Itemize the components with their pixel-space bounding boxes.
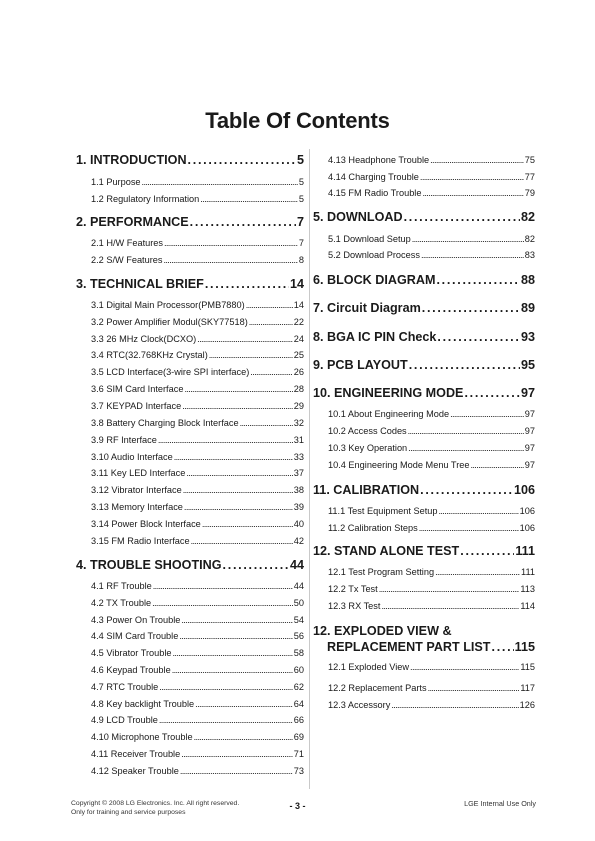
toc-entry-technical-brief[interactable]: 3. TECHNICAL BRIEF . . . 14 xyxy=(76,277,304,291)
toc-subentry[interactable]: 3.6 SIM Card Interface . . . 28 xyxy=(76,384,304,394)
toc-entry-stand-alone-test[interactable]: 12. STAND ALONE TEST . . . 111 xyxy=(313,544,535,558)
toc-subentry[interactable]: 10.3 Key Operation . . . 97 xyxy=(313,443,535,453)
toc-entry-pcb-layout[interactable]: 9. PCB LAYOUT . . . 95 xyxy=(313,358,535,372)
toc-subentry[interactable]: 3.9 RF Interface . . . 31 xyxy=(76,435,304,445)
toc-subentry[interactable]: 2.1 H/W Features . . . 7 xyxy=(76,238,304,248)
toc-subentry[interactable]: 12.1 Test Program Setting . . . 111 xyxy=(313,567,535,577)
internal-use-label: LGE Internal Use Only xyxy=(464,799,536,808)
toc-entry-replacement-part-list[interactable]: REPLACEMENT PART LIST . . . 115 xyxy=(313,640,535,654)
toc-subentry[interactable]: 5.2 Download Process . . . 83 xyxy=(313,250,535,260)
toc-entry-engineering-mode[interactable]: 10. ENGINEERING MODE . . . 97 xyxy=(313,386,535,400)
toc-entry-circuit-diagram[interactable]: 7. Circuit Diagram . . . 89 xyxy=(313,301,535,315)
toc-subentry[interactable]: 10.4 Engineering Mode Menu Tree . . . 97 xyxy=(313,460,535,470)
toc-subentry[interactable]: 4.1 RF Trouble . . . 44 xyxy=(76,581,304,591)
toc-entry-introduction[interactable]: 1. INTRODUCTION . . . 5 xyxy=(76,153,304,167)
toc-subentry[interactable]: 4.14 Charging Trouble . . . 77 xyxy=(313,172,535,182)
toc-subentry[interactable]: 4.11 Receiver Trouble . . . 71 xyxy=(76,749,304,759)
toc-subentry[interactable]: 4.12 Speaker Trouble . . . 73 xyxy=(76,766,304,776)
toc-subentry[interactable]: 4.3 Power On Trouble . . . 54 xyxy=(76,615,304,625)
toc-subentry[interactable]: 4.8 Key backlight Trouble . . . 64 xyxy=(76,699,304,709)
toc-subentry[interactable]: 4.13 Headphone Trouble . . . 75 xyxy=(313,155,535,165)
toc-subentry[interactable]: 4.4 SIM Card Trouble . . . 56 xyxy=(76,631,304,641)
toc-subentry[interactable]: 1.1 Purpose . . . 5 xyxy=(76,177,304,187)
toc-subentry[interactable]: 4.9 LCD Trouble . . . 66 xyxy=(76,715,304,725)
toc-entry-block-diagram[interactable]: 6. BLOCK DIAGRAM . . . 88 xyxy=(313,273,535,287)
toc-subentry[interactable]: 3.15 FM Radio Interface . . . 42 xyxy=(76,536,304,546)
toc-entry-download[interactable]: 5. DOWNLOAD . . . 82 xyxy=(313,210,535,224)
toc-entry-calibration[interactable]: 11. CALIBRATION . . . 106 xyxy=(313,483,535,497)
toc-subentry[interactable]: 4.2 TX Trouble . . . 50 xyxy=(76,598,304,608)
toc-subentry[interactable]: 10.2 Access Codes . . . 97 xyxy=(313,426,535,436)
toc-subentry[interactable]: 11.1 Test Equipment Setup . . . 106 xyxy=(313,506,535,516)
toc-subentry[interactable]: 3.3 26 MHz Clock(DCXO) . . . 24 xyxy=(76,334,304,344)
column-divider xyxy=(309,149,310,789)
toc-subentry[interactable]: 3.12 Vibrator Interface . . . 38 xyxy=(76,485,304,495)
toc-entry-exploded-view[interactable]: 12. EXPLODED VIEW & xyxy=(313,624,452,638)
toc-subentry[interactable]: 3.13 Memory Interface . . . 39 xyxy=(76,502,304,512)
toc-subentry[interactable]: 5.1 Download Setup . . . 82 xyxy=(313,234,535,244)
toc-subentry[interactable]: 4.7 RTC Trouble . . . 62 xyxy=(76,682,304,692)
toc-subentry[interactable]: 3.1 Digital Main Processor(PMB7880) . . . 14 xyxy=(76,300,304,310)
toc-subentry[interactable]: 3.10 Audio Interface . . . 33 xyxy=(76,452,304,462)
toc-subentry[interactable]: 2.2 S/W Features . . . 8 xyxy=(76,255,304,265)
toc-subentry[interactable]: 3.4 RTC(32.768KHz Crystal) . . . 25 xyxy=(76,350,304,360)
page-number: - 3 - xyxy=(289,801,306,811)
toc-subentry[interactable]: 3.8 Battery Charging Block Interface . . . 32 xyxy=(76,418,304,428)
toc-subentry[interactable]: 3.11 Key LED Interface . . . 37 xyxy=(76,468,304,478)
toc-subentry[interactable]: 3.7 KEYPAD Interface . . . 29 xyxy=(76,401,304,411)
toc-subentry[interactable]: 10.1 About Engineering Mode . . . 97 xyxy=(313,409,535,419)
toc-subentry[interactable]: 4.15 FM Radio Trouble . . . 79 xyxy=(313,188,535,198)
toc-subentry[interactable]: 4.6 Keypad Trouble . . . 60 xyxy=(76,665,304,675)
usage-note: Only for training and service purposes xyxy=(71,809,186,816)
toc-subentry[interactable]: 12.3 RX Test . . . 114 xyxy=(313,601,535,611)
toc-subentry[interactable]: 3.5 LCD Interface(3-wire SPI interface) . . . 26 xyxy=(76,367,304,377)
toc-subentry[interactable]: 12.2 Tx Test . . . 113 xyxy=(313,584,535,594)
toc-subentry[interactable]: 4.5 Vibrator Trouble . . . 58 xyxy=(76,648,304,658)
toc-entry-performance[interactable]: 2. PERFORMANCE . . . 7 xyxy=(76,215,304,229)
copyright-text: Copyright © 2008 LG Electronics. Inc. All right reserved. xyxy=(71,800,240,807)
toc-subentry[interactable]: 4.10 Microphone Trouble . . . 69 xyxy=(76,732,304,742)
toc-entry-trouble-shooting[interactable]: 4. TROUBLE SHOOTING . . . 44 xyxy=(76,558,304,572)
toc-subentry[interactable]: 12.1 Exploded View . . . 115 xyxy=(313,662,535,672)
toc-subentry[interactable]: 1.2 Regulatory Information . . . 5 xyxy=(76,194,304,204)
toc-subentry[interactable]: 3.2 Power Amplifier Modul(SKY77518) . . . 22 xyxy=(76,317,304,327)
toc-subentry[interactable]: 11.2 Calibration Steps . . . 106 xyxy=(313,523,535,533)
toc-subentry[interactable]: 3.14 Power Block Interface . . . 40 xyxy=(76,519,304,529)
toc-subentry[interactable]: 12.2 Replacement Parts . . . 117 xyxy=(313,683,535,693)
toc-entry-bga-ic-pin-check[interactable]: 8. BGA IC PIN Check . . . 93 xyxy=(313,330,535,344)
page-title: Table Of Contents xyxy=(205,108,390,133)
toc-subentry[interactable]: 12.3 Accessory . . . 126 xyxy=(313,700,535,710)
